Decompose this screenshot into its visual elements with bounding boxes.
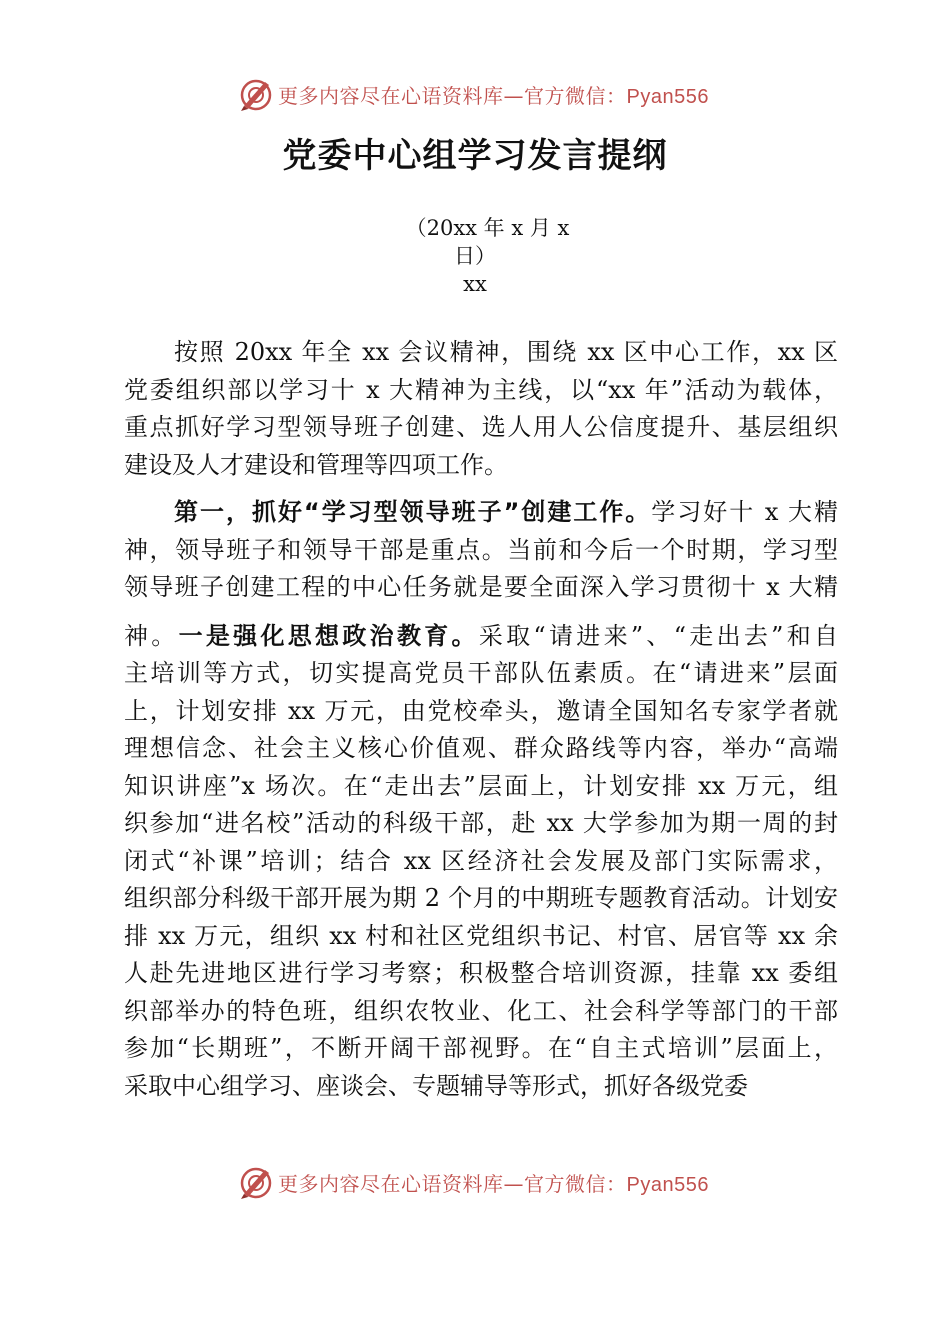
subsection-heading: 一是强化思想政治教育。 (178, 621, 479, 650)
paragraph-line: 人赴先进地区进行学习考察；积极整合培训资源，挂靠 xx 委组 (124, 959, 838, 987)
pen-logo-icon (238, 76, 274, 112)
banner-text: 更多内容尽在心语资料库—官方微信：Pyan556 (278, 1171, 709, 1196)
paragraph-line: 领导班子创建工程的中心任务就是要全面深入学习贯彻十 x 大精 (124, 573, 838, 601)
author: xx (463, 272, 487, 296)
wechat-id: Pyan556 (626, 85, 709, 108)
section-heading: 第一，抓好“学习型领导班子”创建工作。 (174, 498, 652, 526)
paragraph-line: 主培训等方式，切实提高党员干部队伍素质。在“请进来”层面 (124, 659, 838, 687)
date-line-2: 日） (454, 244, 496, 268)
banner-text: 更多内容尽在心语资料库—官方微信：Pyan556 (278, 83, 709, 108)
paragraph-line: 重点抓好学习型领导班子创建、选人用人公信度提升、基层组织 (124, 413, 838, 441)
paragraph-line: 党委组织部以学习十 x 大精神为主线，以“xx 年”活动为载体， (124, 375, 838, 404)
header-banner (0, 74, 950, 114)
date-line-1: （20xx 年 x 月 x (405, 216, 570, 240)
paragraph-line: 神，领导班子和领导干部是重点。当前和今后一个时期，学习型 (124, 535, 838, 564)
paragraph-line: 参加“长期班”，不断开阔干部视野。在“自主式培训”层面上， (124, 1034, 838, 1062)
paragraph-line: 神。一是强化思想政治教育。采取“请进来”、“走出去”和自 (124, 621, 839, 650)
paragraph-line: 织部举办的特色班，组织农牧业、化工、社会科学等部门的干部 (124, 996, 838, 1025)
pen-logo-icon (238, 1164, 274, 1200)
paragraph-line: 闭式“补课”培训；结合 xx 区经济社会发展及部门实际需求， (124, 846, 838, 875)
paragraph-line: 织参加“进名校”活动的科级干部，赴 xx 大学参加为期一周的封 (124, 809, 838, 837)
document-title: 党委中心组学习发言提纲 (282, 136, 668, 176)
paragraph-line: 理想信念、社会主义核心价值观、群众路线等内容，举办“高端 (124, 734, 838, 762)
paragraph-line: 第一，抓好“学习型领导班子”创建工作。学习好十 x 大精 (174, 498, 838, 526)
footer-banner (0, 1162, 950, 1202)
paragraph-line: 组织部分科级干部开展为期 2 个月的中期班专题教育活动。计划安 (124, 884, 838, 912)
document-body (124, 334, 838, 1105)
paragraph-line: 建设及人才建设和管理等四项工作。 (124, 450, 508, 479)
paragraph-line: 按照 20xx 年全 xx 会议精神，围绕 xx 区中心工作，xx 区 (174, 338, 838, 366)
paragraph-line: 上，计划安排 xx 万元，由党校牵头，邀请全国知名专家学者就 (124, 696, 838, 725)
paragraph-line: 排 xx 万元，组织 xx 村和社区党组织书记、村官、居官等 xx 余 (124, 921, 838, 950)
wechat-id: Pyan556 (626, 1173, 709, 1196)
paragraph-line: 知识讲座”x 场次。在“走出去”层面上，计划安排 xx 万元，组 (124, 771, 838, 800)
paragraph-line: 采取中心组学习、座谈会、专题辅导等形式，抓好各级党委 (124, 1071, 748, 1100)
